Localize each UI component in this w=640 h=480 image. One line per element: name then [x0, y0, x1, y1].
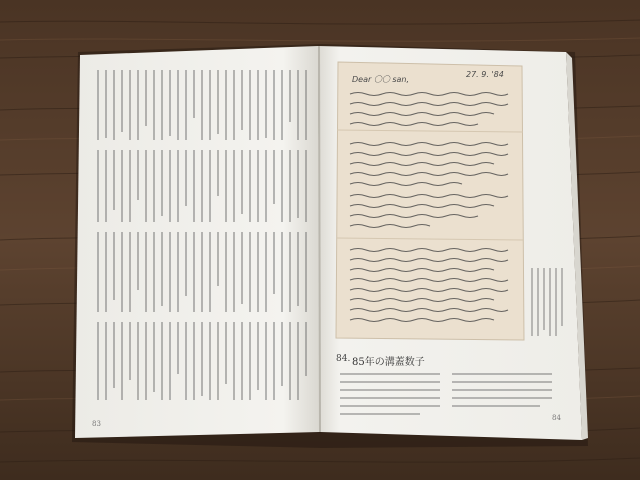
section-heading-title: 85年の溝蓋数子	[352, 357, 425, 368]
letter-date: 27. 9. '84	[466, 70, 504, 79]
left-page	[75, 46, 320, 438]
section-heading-number: 84.	[336, 354, 351, 364]
letter-salutation: Dear 〇〇 san,	[352, 75, 410, 84]
handwritten-letter	[336, 62, 524, 340]
left-page-number: 83	[92, 420, 101, 428]
right-page-number: 84	[552, 414, 561, 422]
